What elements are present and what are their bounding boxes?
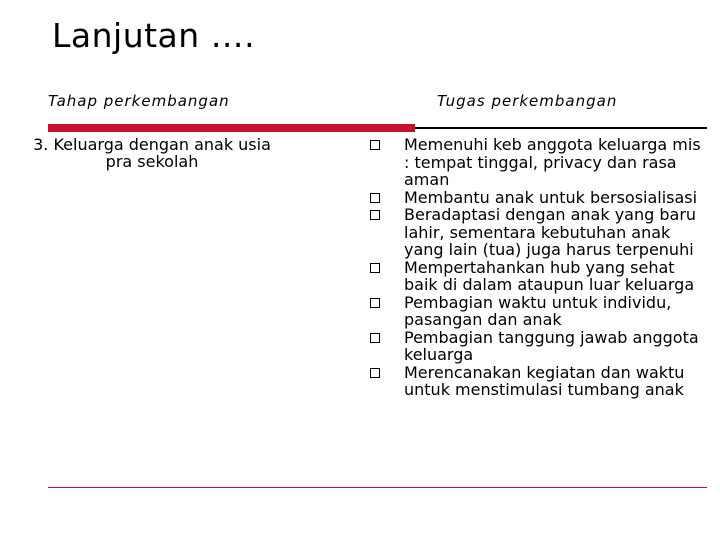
task-text: Pembagian tanggung jawab anggota keluarga xyxy=(404,327,699,364)
square-bullet-icon xyxy=(370,210,380,220)
list-item xyxy=(370,136,705,189)
header-divider-line xyxy=(415,127,707,129)
slide-title: Lanjutan …. xyxy=(52,16,256,55)
task-text: Memenuhi keb anggota keluarga mis : tempat tinggal, privacy dan rasa aman xyxy=(404,135,701,189)
task-text: Merencanakan kegiatan dan waktu untuk menstimulasi tumbang anak xyxy=(404,362,685,399)
task-column-header: Tugas perkembangan xyxy=(437,92,618,110)
task-text: Mempertahankan hub yang sehat baik di dalam ataupun luar keluarga xyxy=(404,257,695,294)
list-item xyxy=(370,189,705,207)
square-bullet-icon xyxy=(370,140,380,150)
list-item xyxy=(370,329,705,364)
square-bullet-icon xyxy=(370,193,380,203)
stage-text: 3. Keluarga dengan anak usia pra sekolah xyxy=(33,135,271,171)
square-bullet-icon xyxy=(370,263,380,273)
task-text: Beradaptasi dengan anak yang baru lahir, sementara kebutuhan anak yang lain (tua) juga harus terpenuhi xyxy=(404,205,697,259)
square-bullet-icon xyxy=(370,333,380,343)
task-text: Membantu anak untuk bersosialisasi xyxy=(404,187,698,207)
task-text: Pembagian waktu untuk individu, pasangan dan anak xyxy=(404,292,672,329)
square-bullet-icon xyxy=(370,368,380,378)
header-divider-accent xyxy=(48,124,415,132)
task-list xyxy=(370,136,705,399)
list-item xyxy=(370,294,705,329)
bottom-divider xyxy=(48,487,707,488)
list-item xyxy=(370,364,705,399)
square-bullet-icon xyxy=(370,298,380,308)
list-item xyxy=(370,259,705,294)
stage-column-header: Tahap perkembangan xyxy=(48,92,230,110)
list-item xyxy=(370,206,705,259)
